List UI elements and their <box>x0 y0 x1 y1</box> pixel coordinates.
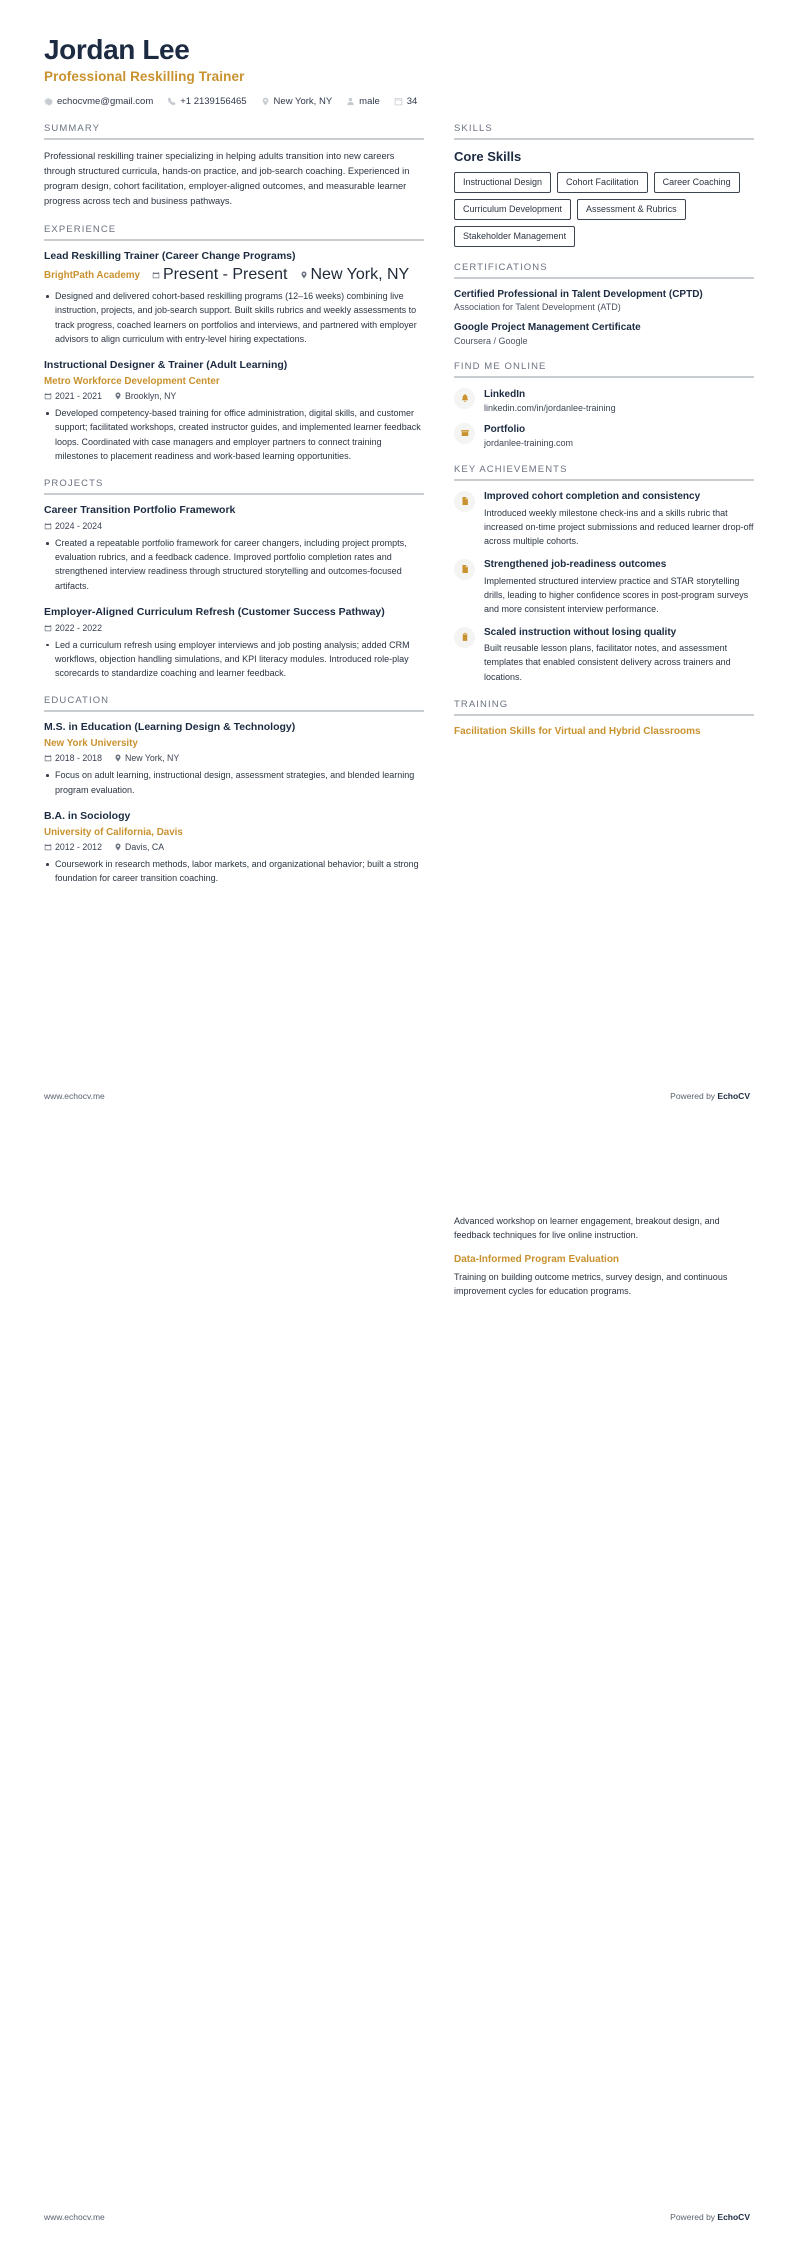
skills-group-name: Core Skills <box>454 149 522 165</box>
section-certifications <box>454 262 754 346</box>
summary-text: Professional reskilling trainer specializing in helping adults transition into new careers through structured curricula, hands-on practice, and job-search coaching. Experienced in program design, cohort facilitation, employer-aligned outcomes, and measurable learner progress across tech and business pathways. <box>44 151 410 207</box>
calendar-icon <box>44 843 52 851</box>
project-entry <box>44 504 424 593</box>
two-column-body <box>44 123 754 900</box>
online-link-item[interactable] <box>454 387 754 414</box>
contact-row <box>44 96 750 107</box>
education-dates-value: 2018 - 2018 <box>55 753 102 764</box>
section-find-me-online <box>454 361 754 449</box>
professional-headline: Professional Reskilling Trainer <box>44 69 245 85</box>
skill-tag: Cohort Facilitation <box>557 172 648 193</box>
online-link-label: LinkedIn <box>484 388 526 400</box>
skill-tag: Stakeholder Management <box>454 226 575 247</box>
education-location-value: Davis, CA <box>124 841 165 852</box>
clipboard-icon <box>454 627 475 648</box>
person-icon <box>346 97 355 106</box>
section-divider <box>454 277 754 279</box>
section-title-summary: SUMMARY <box>44 123 101 135</box>
skill-tag: Curriculum Development <box>454 199 571 220</box>
education-bullets <box>44 768 424 796</box>
location-icon <box>114 843 122 851</box>
page-footer <box>44 1091 750 1101</box>
section-divider <box>454 714 754 716</box>
education-dates <box>44 753 102 763</box>
experience-bullets <box>44 289 424 346</box>
section-divider <box>454 479 754 481</box>
education-location-value: New York, NY <box>124 753 180 764</box>
achievement-description: Introduced weekly milestone check-ins and a skills rubric that increased on-time project submissions and reduced learner drop-off across multiple cohorts. <box>484 507 754 546</box>
contact-email <box>44 96 153 107</box>
education-meta <box>44 842 424 852</box>
section-key-achievements <box>454 464 754 684</box>
achievement-title: Improved cohort completion and consistency <box>484 490 701 502</box>
achievement-item <box>454 490 754 548</box>
resume-page-2 <box>0 1123 794 2246</box>
certification-item <box>454 321 754 346</box>
skills-tag-list <box>454 172 754 246</box>
achievement-description: Implemented structured interview practice and STAR storytelling drills, leading to higher confidence scores in post-program surveys and more consistent interview performance. <box>484 575 749 614</box>
footer-powered-prefix: Powered by <box>670 1091 718 1101</box>
experience-meta <box>44 266 424 284</box>
project-meta <box>44 623 424 633</box>
calendar-icon <box>44 392 52 400</box>
section-divider <box>44 710 424 712</box>
two-column-body <box>44 1157 750 1313</box>
contact-age-value: 34 <box>406 96 418 108</box>
calendar-icon <box>44 624 52 632</box>
project-name: Career Transition Portfolio Framework <box>44 504 236 517</box>
section-training <box>454 699 754 739</box>
contact-age <box>394 96 418 107</box>
location-icon <box>261 97 270 106</box>
section-divider <box>44 493 424 495</box>
section-title-find-me-online: FIND ME ONLINE <box>454 360 547 372</box>
skill-tag: Assessment & Rubrics <box>577 199 686 220</box>
experience-location-value: Brooklyn, NY <box>124 391 177 402</box>
education-degree: B.A. in Sociology <box>44 809 131 822</box>
document-plus-icon <box>454 559 475 580</box>
experience-location <box>300 266 410 284</box>
education-meta <box>44 753 424 763</box>
education-degree: M.S. in Education (Learning Design & Technology) <box>44 721 296 734</box>
left-column <box>44 123 424 900</box>
achievement-item <box>454 626 754 684</box>
list-item: Led a curriculum refresh using employer interviews and job posting analysis; added CRM workflows, objection handling simulations, and KPI literacy modules. Introduced role-play scorecards to standardize coaching and learner feedback. <box>44 638 424 681</box>
experience-dates-value: Present - Present <box>163 266 288 284</box>
section-title-experience: EXPERIENCE <box>44 224 117 236</box>
education-entry <box>44 810 424 886</box>
page-title: Jordan Lee <box>44 34 190 65</box>
footer-powered-by <box>670 2212 750 2222</box>
contact-gender-value: male <box>359 96 380 108</box>
online-link-item[interactable] <box>454 422 754 449</box>
project-meta <box>44 521 424 531</box>
education-location <box>114 842 164 852</box>
section-summary <box>44 123 424 209</box>
experience-dates <box>44 391 102 401</box>
experience-organization: BrightPath Academy <box>44 269 140 281</box>
education-entry <box>44 721 424 797</box>
experience-bullets <box>44 406 424 463</box>
contact-phone <box>167 96 246 107</box>
education-dates-value: 2012 - 2012 <box>55 841 102 852</box>
footer-site[interactable]: www.echocv.me <box>44 1091 105 1101</box>
certification-issuer: Coursera / Google <box>454 335 528 346</box>
project-bullets <box>44 536 424 593</box>
section-title-certifications: CERTIFICATIONS <box>454 261 548 273</box>
section-divider <box>454 138 754 140</box>
education-school: University of California, Davis <box>44 826 183 838</box>
section-training-continued <box>454 1214 754 1298</box>
box-icon <box>454 423 475 444</box>
section-experience <box>44 224 424 463</box>
footer-site[interactable]: www.echocv.me <box>44 2212 105 2222</box>
certification-name: Certified Professional in Talent Development (CPTD) <box>454 288 703 300</box>
contact-location-value: New York, NY <box>273 96 333 108</box>
section-divider <box>44 239 424 241</box>
resume-header <box>44 34 750 107</box>
training-description: Advanced workshop on learner engagement, breakout design, and feedback techniques for live online instruction. <box>454 1216 720 1241</box>
achievement-title: Strengthened job-readiness outcomes <box>484 558 667 570</box>
calendar-icon <box>394 97 403 106</box>
contact-gender <box>346 96 380 107</box>
experience-meta <box>44 391 424 401</box>
calendar-icon <box>152 271 160 279</box>
training-description: Training on building outcome metrics, survey design, and continuous improvement cycles for education programs. <box>454 1271 728 1296</box>
experience-organization: Metro Workforce Development Center <box>44 375 220 387</box>
section-title-education: EDUCATION <box>44 695 110 707</box>
right-column <box>454 1157 754 1313</box>
experience-location-value: New York, NY <box>310 266 410 284</box>
right-column <box>454 123 754 753</box>
training-name: Facilitation Skills for Virtual and Hybrid Classrooms <box>454 725 701 737</box>
footer-powered-prefix: Powered by <box>670 2212 718 2222</box>
achievement-title: Scaled instruction without losing quality <box>484 626 677 638</box>
certification-item <box>454 288 754 313</box>
contact-email-value: echocvme@gmail.com <box>57 96 154 108</box>
section-title-key-achievements: KEY ACHIEVEMENTS <box>454 463 568 475</box>
location-icon <box>300 271 308 279</box>
online-link-label: Portfolio <box>484 423 526 435</box>
training-item <box>454 725 754 739</box>
education-school: New York University <box>44 738 138 750</box>
experience-dates <box>152 266 288 284</box>
section-title-training: TRAINING <box>454 698 509 710</box>
project-dates <box>44 521 102 531</box>
section-divider <box>454 376 754 378</box>
list-item: Created a repeatable portfolio framework for career changers, including project prompts, evaluation rubrics, and a feedback cadence. Improved portfolio completion rates and strengthened interview readiness through structured storytelling and outcomes-focused artifacts. <box>44 536 424 593</box>
list-item: Focus on adult learning, instructional design, assessment strategies, and blended learning program evaluation. <box>44 768 424 796</box>
location-icon <box>114 754 122 762</box>
phone-icon <box>167 97 176 106</box>
project-entry <box>44 606 424 681</box>
email-icon <box>44 97 53 106</box>
footer-powered-by <box>670 1091 750 1101</box>
document-euro-icon <box>454 491 475 512</box>
location-icon <box>114 392 122 400</box>
experience-dates-value: 2021 - 2021 <box>55 391 102 402</box>
project-dates-value: 2022 - 2022 <box>55 622 102 633</box>
online-link-text <box>484 387 616 414</box>
list-item: Coursework in research methods, labor markets, and organizational behavior; built a strong foundation for career transition coaching. <box>44 857 424 885</box>
achievement-item <box>454 558 754 616</box>
section-title-projects: PROJECTS <box>44 478 104 490</box>
education-dates <box>44 842 102 852</box>
experience-entry <box>44 359 424 463</box>
footer-brand-name: EchoCV <box>717 2212 750 2222</box>
experience-role: Instructional Designer & Trainer (Adult Learning) <box>44 359 288 372</box>
contact-phone-value: +1 2139156465 <box>180 96 247 108</box>
project-bullets <box>44 638 424 681</box>
list-item: Developed competency-based training for office administration, digital skills, and customer support; facilitated workshops, created instructor guides, and implemented learner feedback loops. Coordinated with case managers and employer partners to connect training milestones to placement readiness and work-based learning opportunities. <box>44 406 424 463</box>
training-name: Data-Informed Program Evaluation <box>454 1254 620 1266</box>
experience-role: Lead Reskilling Trainer (Career Change Programs) <box>44 250 296 263</box>
online-link-url[interactable]: linkedin.com/in/jordanlee-training <box>484 402 616 413</box>
project-name: Employer-Aligned Curriculum Refresh (Customer Success Pathway) <box>44 605 385 618</box>
calendar-icon <box>44 754 52 762</box>
certification-issuer: Association for Talent Development (ATD) <box>454 302 621 313</box>
section-title-skills: SKILLS <box>454 123 493 135</box>
experience-location <box>114 391 176 401</box>
project-dates-value: 2024 - 2024 <box>55 520 102 531</box>
training-item <box>454 1214 754 1242</box>
training-item <box>454 1253 754 1298</box>
certification-name: Google Project Management Certificate <box>454 322 641 334</box>
online-link-url[interactable]: jordanlee-training.com <box>484 437 574 448</box>
contact-location <box>261 96 333 107</box>
section-divider <box>44 138 424 140</box>
skill-tag: Career Coaching <box>654 172 740 193</box>
section-education <box>44 695 424 885</box>
section-skills <box>454 123 754 246</box>
achievement-text <box>484 490 754 548</box>
section-projects <box>44 478 424 680</box>
achievement-text <box>484 626 754 684</box>
page-footer <box>44 2212 750 2222</box>
education-location <box>114 753 179 763</box>
online-link-text <box>484 422 573 449</box>
list-item: Designed and delivered cohort-based reskilling programs (12–16 weeks) combining live instruction, projects, and job-search support. Built skills rubrics and weekly assessments to track progress, coached learners on portfolios and interviews, and partnered with employer advisors to align curriculum with entry-level hiring expectations. <box>44 289 424 346</box>
bell-icon <box>454 388 475 409</box>
skill-tag: Instructional Design <box>454 172 551 193</box>
footer-brand-name: EchoCV <box>717 1091 750 1101</box>
calendar-icon <box>44 522 52 530</box>
experience-entry <box>44 250 424 346</box>
project-dates <box>44 623 102 633</box>
education-bullets <box>44 857 424 885</box>
achievement-description: Built reusable lesson plans, facilitator notes, and assessment templates that enabled consistent delivery across trainers and locations. <box>484 643 731 682</box>
achievement-text <box>484 558 754 616</box>
